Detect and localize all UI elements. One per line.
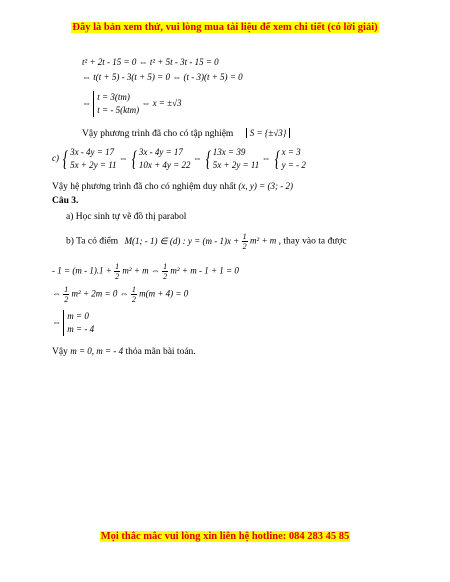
equation-b1: - 1 = (m - 1).1 + $\frac{1}{2}$ m² + m ⇔ $\frac{1}{2}$ m² + m - 1 + 1 = 0 bbox=[52, 262, 239, 281]
header-banner: Đây là bản xem thử, vui lòng mua tài liệu để xem chi tiết (có lời giải) bbox=[72, 22, 378, 33]
equation-b2: ⇔ $\frac{1}{2}$ m² + 2m = 0 ⇔ $\frac{1}{2}$ m(m + 4) = 0 bbox=[52, 285, 189, 304]
case-bracket-b: m = 0 m = - 4 bbox=[63, 310, 94, 336]
equation-b3: ⇔ m = 0 m = - 4 bbox=[52, 311, 95, 334]
equation-line-2: ⇔ t(t + 5) - 3(t + 5) = 0 ⇔ (t - 3)(t + 5) = 0 bbox=[82, 72, 243, 82]
conclusion-2: Vậy hệ phương trình đã cho có nghiệm duy nhất (x, y) = (3; - 2) bbox=[52, 181, 293, 192]
system-chain: c) { 3x - 4y = 17 5x + 2y = 11 ⇔ { 3x - 4y = 17 10x + 4y = 22 ⇔ { 13x = 39 5x + 2y = 11 ⇔ { x = 3 y = - 2 bbox=[52, 146, 306, 171]
part-a: a) Học sinh tự vẽ đồ thị parabol bbox=[66, 212, 187, 222]
equation-line-3: ⇔ t = 3(tm) t = - 5(ktm) ⇔ x = ±√3 bbox=[82, 92, 182, 115]
final-conclusion: Vậy m = 0, m = - 4 thỏa mãn bài toán. bbox=[52, 346, 196, 357]
footer-banner: Mọi thắc mắc vui lòng xin liên hệ hotline: 084 283 45 85 bbox=[100, 531, 350, 542]
question-3-heading: Câu 3. bbox=[52, 196, 79, 206]
part-b: b) Ta có điểm M(1; - 1) ∈ (d) : y = (m - 1)x + $\frac{1}{2}$ m² + m , thay vào ta được bbox=[66, 232, 347, 251]
conclusion-1: Vậy phương trình đã cho có tập nghiệm S = {±√3} bbox=[82, 128, 290, 139]
equation-line-1: t² + 2t - 15 = 0 ⇔ t² + 5t - 3t - 15 = 0 bbox=[82, 57, 219, 67]
case-bracket: t = 3(tm) t = - 5(ktm) bbox=[93, 91, 139, 117]
